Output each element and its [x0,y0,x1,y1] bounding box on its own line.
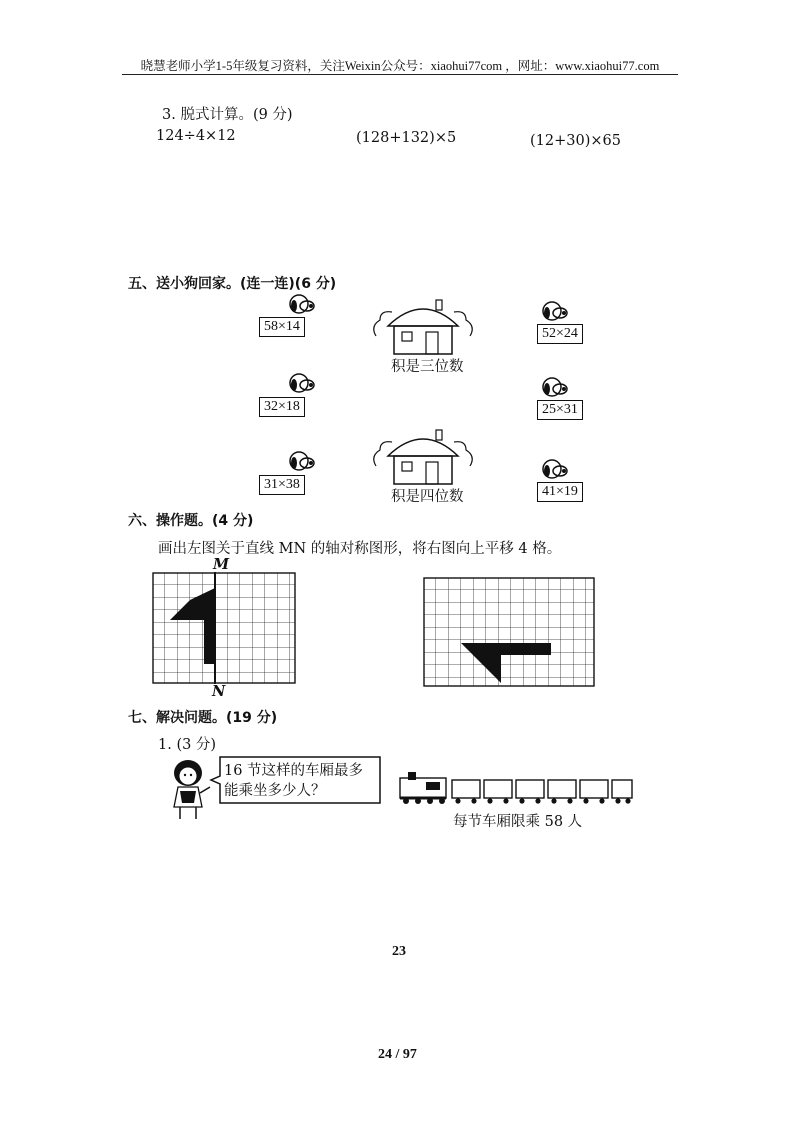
dog-left-2[interactable]: 32×18 [259,397,305,417]
dog-right-2[interactable]: 25×31 [537,400,583,420]
page-number: 23 [392,944,406,959]
q1-label: 1. (3 分) [158,737,217,753]
q3-expr-3: (12+30)×65 [530,133,621,149]
section-5-title: 五、送小狗回家。(连一连)(6 分) [128,276,337,292]
bubble-line-1: 16 节这样的车厢最多 [224,763,364,779]
dog-left-3[interactable]: 31×38 [259,475,305,495]
house-icon [370,426,476,488]
train-icon [396,770,636,806]
page-index: 24 / 97 [378,1047,417,1062]
house-icon [370,296,476,358]
house-label-2[interactable]: 积是四位数 [391,489,464,505]
house-label-1[interactable]: 积是三位数 [391,359,464,375]
dog-icon [285,370,319,396]
train-caption: 每节车厢限乘 58 人 [453,814,583,830]
dog-icon [285,448,319,474]
header-divider [122,74,678,75]
dog-icon [285,291,319,317]
page-header: 晓慧老师小学1-5年级复习资料，关注Weixin公众号：xiaohui77com ，网址：www.xiaohui77.com [140,59,660,73]
left-grid[interactable] [152,572,296,684]
dog-icon [538,456,572,482]
q3-expr-2: (128+132)×5 [356,130,457,146]
dog-left-1[interactable]: 58×14 [259,317,305,337]
dog-right-1[interactable]: 52×24 [537,324,583,344]
section-6-title: 六、操作题。(4 分) [128,513,254,529]
dog-icon [538,298,572,324]
bubble-line-2: 能乘坐多少人？ [224,783,326,799]
axis-label-n: N [212,683,226,700]
q3-expr-1: 124÷4×12 [156,128,236,144]
dog-icon [538,374,572,400]
q3-title: 3. 脱式计算。(9 分) [162,107,293,123]
girl-icon [166,757,214,821]
section-6-instruction: 画出左图关于直线 MN 的轴对称图形，将右图向上平移 4 格。 [158,541,562,557]
section-7-title: 七、解决问题。(19 分) [128,710,278,726]
axis-label-m: M [213,556,230,573]
right-grid[interactable] [423,577,595,687]
dog-right-3[interactable]: 41×19 [537,482,583,502]
